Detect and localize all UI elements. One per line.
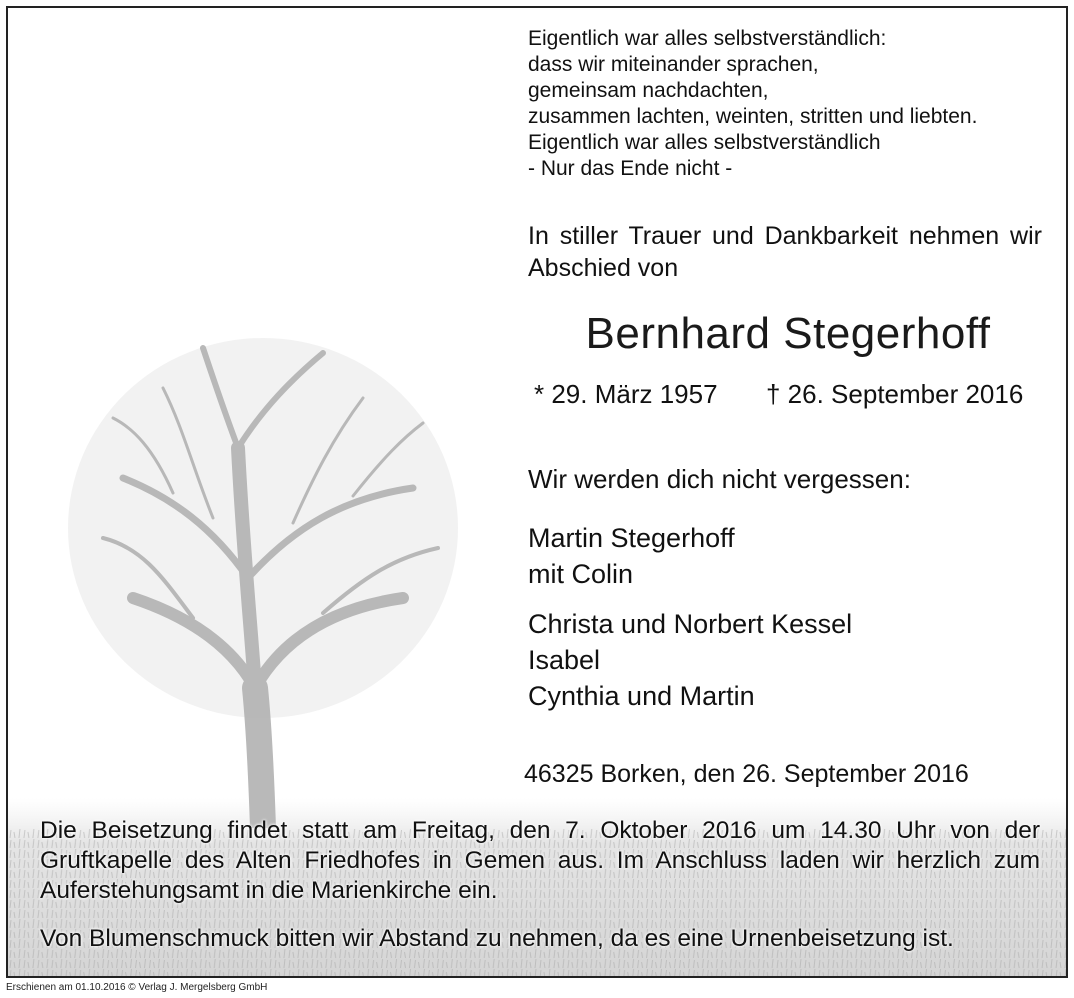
bare-tree-icon <box>63 328 463 828</box>
poem-line: - Nur das Ende nicht - <box>528 157 733 180</box>
mourner-name: Christa und Norbert Kessel <box>528 609 853 639</box>
funeral-details: Die Beisetzung findet statt am Freitag, den 7. Oktober 2016 um 14.30 Uhr von der Gruftkapelle des Alten Friedhofes in Gemen aus. Im Anschluss laden wir herzlich zum Auferstehungsamt in die Marienkirche ein. <box>40 817 1040 904</box>
mourners-group <box>528 606 852 714</box>
intro-text: In stiller Trauer und Dankbarkeit nehmen wir Abschied von <box>528 222 1042 282</box>
place-and-date: 46325 Borken, den 26. September 2016 <box>524 760 969 788</box>
poem <box>528 26 1048 182</box>
mourner-name: Cynthia und Martin <box>528 681 755 711</box>
birth-date: * 29. März 1957 <box>534 379 718 409</box>
mourner-name: Martin Stegerhoff <box>528 523 735 553</box>
obituary-notice <box>6 6 1068 978</box>
mourner-name: Isabel <box>528 645 601 675</box>
death-date: † 26. September 2016 <box>766 379 1024 409</box>
poem-line: dass wir miteinander sprachen, <box>528 53 819 76</box>
mourners-group <box>528 520 735 592</box>
deceased-name: Bernhard Stegerhoff <box>585 309 991 358</box>
mourner-name: mit Colin <box>528 559 634 589</box>
publication-footer: Erschienen am 01.10.2016 © Verlag J. Mergelsberg GmbH <box>6 982 268 993</box>
remember-text: Wir werden dich nicht vergessen: <box>528 464 911 494</box>
poem-line: Eigentlich war alles selbstverständlich <box>528 131 881 154</box>
poem-line: gemeinsam nachdachten, <box>528 79 769 102</box>
poem-line: zusammen lachten, weinten, stritten und liebten. <box>528 105 978 128</box>
poem-line: Eigentlich war alles selbstverständlich: <box>528 27 887 50</box>
flowers-note: Von Blumenschmuck bitten wir Abstand zu nehmen, da es eine Urnenbeisetzung ist. <box>40 925 954 952</box>
